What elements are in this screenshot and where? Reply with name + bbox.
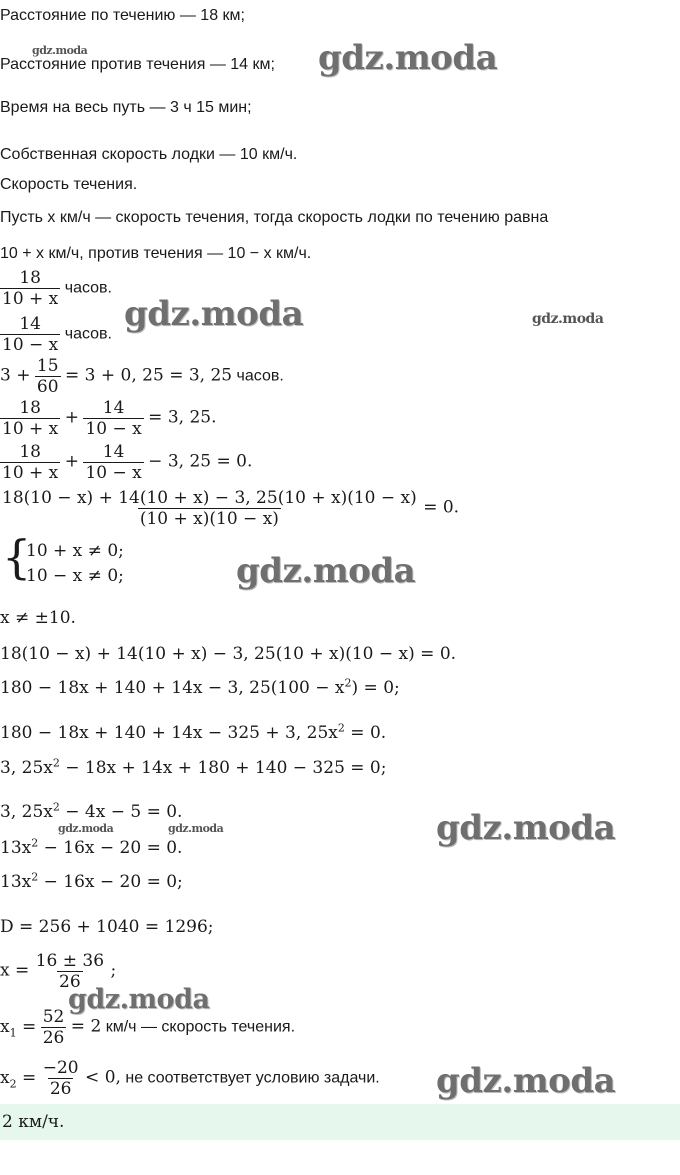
time-upstream-line: $\frac{14}{10 - x}$ часов. xyxy=(2,314,112,355)
given-downstream-distance: Расстояние по течению — 18 км; xyxy=(0,7,245,24)
time-total-line: 3 + $\frac{15}{60}$ = 3 + 0, 25 = 3, 25 часов. xyxy=(0,356,284,397)
fraction: $\frac{15}{60}$ xyxy=(36,356,59,397)
time-downstream-line: $\frac{18}{10 + x}$ часов. xyxy=(2,268,112,309)
given-upstream-distance: Расстояние против течения — 14 км; xyxy=(0,56,275,73)
step-5: 3, $25x^2 - 4x - 5 = 0$. xyxy=(0,800,183,822)
step-4: 3, $25x^2 - 18x + 14x + 180 + 140 - 325 = 0$; xyxy=(0,756,387,778)
step-6: $13x^2 - 16x - 20 = 0$. xyxy=(0,836,183,858)
given-unknown: Скорость течения. xyxy=(0,176,138,193)
fraction: $\frac{14}{10 - x}$ xyxy=(2,314,59,355)
equation-common-denominator: $\frac{18(10 - x) + 14(10 + x) - 3, 25(10 + x)(10 - x)}{(10 + x)(10 - x)}$ = 0. xyxy=(2,488,460,529)
given-boat-speed: Собственная скорость лодки — 10 км/ч. xyxy=(0,146,298,163)
watermark-logo: gdz.moda xyxy=(436,1061,616,1101)
solution-let: Пусть x км/ч — скорость течения, тогда скорость лодки по течению равна xyxy=(0,209,549,226)
watermark-logo: gdz.moda xyxy=(68,984,210,1015)
step-7: $13x^2 - 16x - 20 = 0$; xyxy=(0,870,183,892)
step-3: 180 − 18x + 140 + 14x − 325 + 3, $25x^2 = 0$. xyxy=(0,721,387,743)
watermark-small: gdz.moda xyxy=(32,44,88,57)
root-2: $x_2$ = $\frac{-20}{26}$ < 0, не соответствует условию задачи. xyxy=(0,1058,380,1099)
system-line-2: 10 − x ≠ 0; xyxy=(26,566,124,586)
fraction: $\frac{18}{10 + x}$ xyxy=(2,268,59,309)
watermark-logo: gdz.moda xyxy=(124,294,304,334)
system-brace: { xyxy=(2,530,32,584)
equation-1: $\frac{18}{10 + x}$ + $\frac{14}{10 - x}$ = 3, 25. xyxy=(2,398,217,439)
watermark-small: gdz.moda xyxy=(532,311,604,327)
watermark-logo: gdz.moda xyxy=(318,38,498,78)
domain-restriction: x ≠ ±10. xyxy=(0,608,76,628)
system-line-1: 10 + x ≠ 0; xyxy=(26,541,124,561)
given-total-time: Время на весь путь — 3 ч 15 мин; xyxy=(0,99,252,116)
roots-formula: x = $\frac{16 \pm 36}{26}$ ; xyxy=(0,951,117,992)
root-1: $x_1$ = $\frac{52}{26}$ = 2 км/ч — скорость течения. xyxy=(0,1007,296,1048)
watermark-logo: gdz.moda xyxy=(436,808,616,848)
answer-text: 2 км/ч. xyxy=(2,1112,65,1132)
solution-speeds: 10 + x км/ч, против течения — 10 − x км/ч. xyxy=(0,245,312,262)
answer-box xyxy=(0,1104,680,1140)
watermark-small: gdz.moda xyxy=(168,822,224,835)
watermark-small: gdz.moda xyxy=(58,822,114,835)
watermark-logo: gdz.moda xyxy=(236,551,416,591)
equation-2: $\frac{18}{10 + x}$ + $\frac{14}{10 - x}$ − 3, 25 = 0. xyxy=(2,442,253,483)
discriminant: D = 256 + 1040 = 1296; xyxy=(0,917,214,937)
step-1: 18(10 − x) + 14(10 + x) − 3, 25(10 + x)(10 − x) = 0. xyxy=(0,644,457,664)
step-2: 180 − 18x + 140 + 14x − 3, $25(100 - x^2) = 0$; xyxy=(0,676,400,698)
